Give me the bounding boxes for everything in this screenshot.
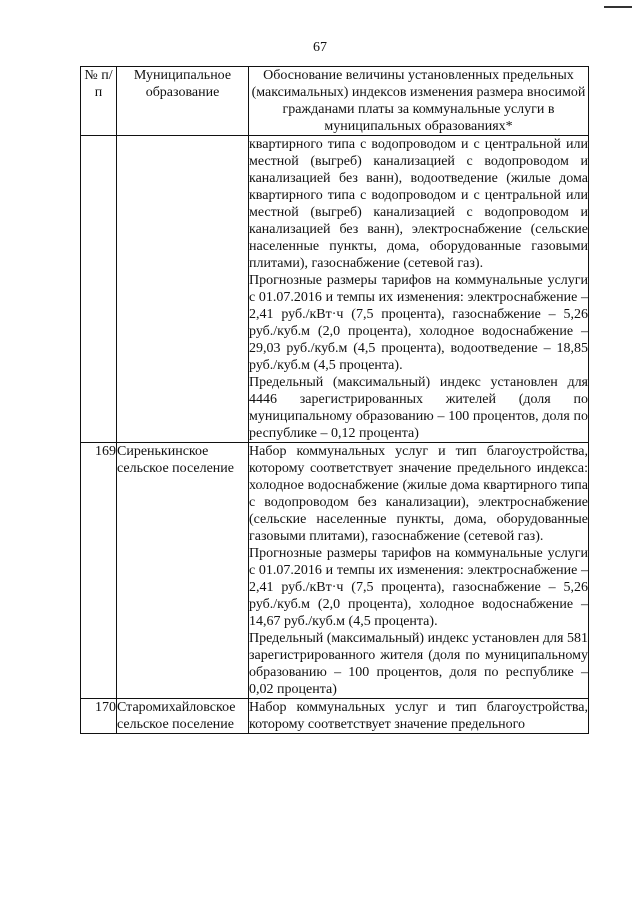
table-row	[81, 443, 589, 699]
municipality-name: Сиренькинское сельское поселение	[117, 443, 249, 699]
rationale-paragraph: квартирного типа с водопроводом и с центральной или местной (выгреб) канализацией с водопроводом и канализацией без ванн), водоотведение (жилые дома квартирного типа с водопроводом и с центральной или местной (выгреб) канализацией с водопроводом и канализацией без ванн), электроснабжение (сельские населенные пункты, дома, оборудованные газовыми плитами), газоснабжение (сетевой газ).	[249, 137, 588, 271]
municipality-name	[117, 136, 249, 443]
table-body	[81, 136, 589, 734]
header-rationale: Обоснование величины установленных предельных (максимальных) индексов изменения размера вносимой гражданами платы за коммунальные услуги в муниципальных образованиях*	[249, 67, 589, 136]
table-header-row	[81, 67, 589, 136]
rationale-paragraph: Предельный (максимальный) индекс установлен для 581 зарегистрированного жителя (доля по муниципальному образованию – 100 процентов, доля по республике – 0,02 процента)	[249, 631, 588, 697]
page-number: 67	[313, 40, 327, 55]
table-row	[81, 699, 589, 734]
table-row	[81, 136, 589, 443]
rationale-paragraph: Предельный (максимальный) индекс установлен для 4446 зарегистрированных жителей (доля по муниципальному образованию – 100 процентов, доля по республике – 0,12 процента)	[249, 375, 588, 441]
rationale-cell	[249, 443, 589, 699]
rationale-paragraph: Набор коммунальных услуг и тип благоустройства, которому соответствует значение предельного	[249, 700, 588, 732]
rationale-paragraph: Прогнозные размеры тарифов на коммунальные услуги с 01.07.2016 и темпы их изменения: электроснабжение – 2,41 руб./кВт·ч (7,5 процента), газоснабжение – 5,26 руб./куб.м (2,0 процента), холодное водоснабжение – 29,03 руб./куб.м (4,5 процента), водоотведение – 18,85 руб./куб.м (4,5 процента).	[249, 273, 588, 373]
row-number: 169	[81, 443, 117, 699]
rationale-paragraph: Набор коммунальных услуг и тип благоустройства, которому соответствует значение предельного индекса: холодное водоснабжение (жилые дома квартирного типа с водопроводом без канализации), электроснабжение (сельские населенные пункты, дома, оборудованные газовыми плитами), газоснабжение (сетевой газ).	[249, 444, 588, 544]
header-num: № п/п	[81, 67, 117, 136]
municipality-name: Старомихайловское сельское поселение	[117, 699, 249, 734]
tariff-index-table	[80, 66, 589, 734]
row-number: 170	[81, 699, 117, 734]
rationale-paragraph: Прогнозные размеры тарифов на коммунальные услуги с 01.07.2016 и темпы их изменения: электроснабжение – 2,41 руб./кВт·ч (7,5 процента), газоснабжение – 5,26 руб./куб.м (2,0 процента), холодное водоснабжение – 14,67 руб./куб.м (4,5 процента).	[249, 546, 588, 629]
rationale-cell	[249, 699, 589, 734]
scan-corner-mark	[604, 6, 632, 8]
header-municipality: Муниципальное образование	[117, 67, 249, 136]
row-number	[81, 136, 117, 443]
rationale-cell	[249, 136, 589, 443]
